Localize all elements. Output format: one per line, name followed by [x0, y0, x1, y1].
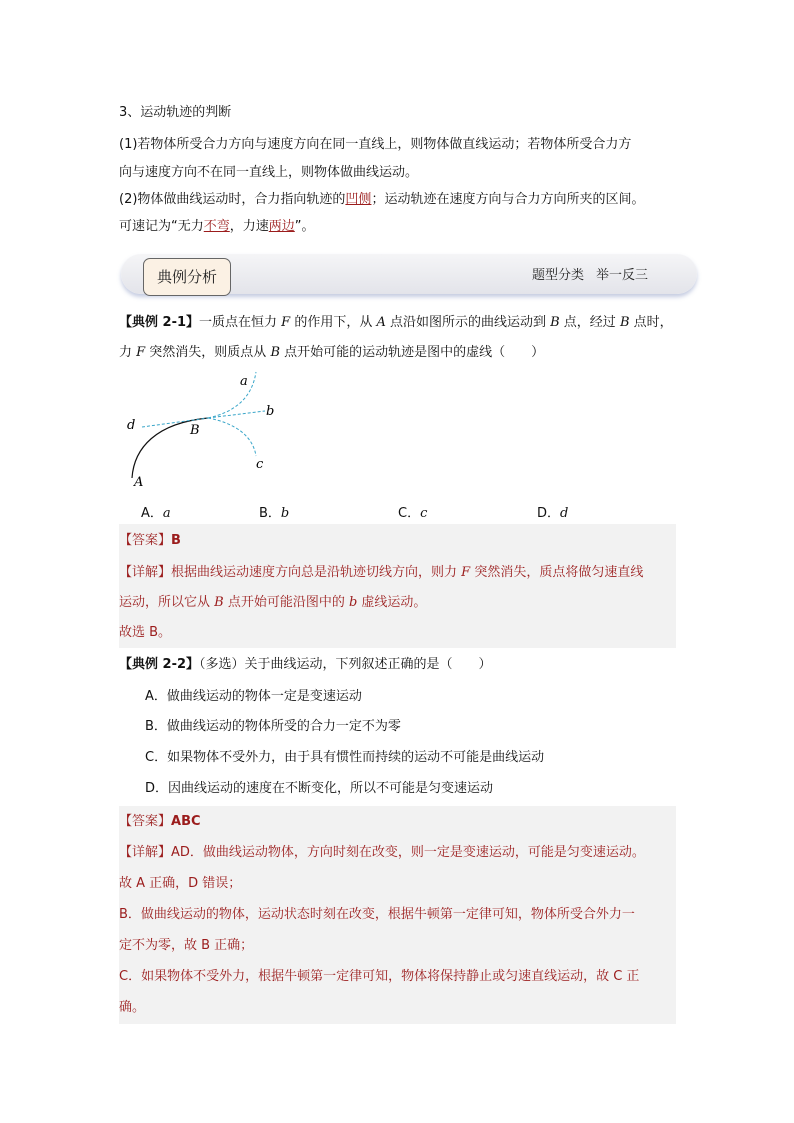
example1-detail-line-3: 故选 B。 — [119, 625, 172, 640]
example2-question — [119, 656, 492, 674]
answer-value: B — [171, 533, 181, 548]
paragraph-2-line-2 — [119, 218, 315, 236]
dashed-line-c — [208, 418, 256, 456]
detail-text: 突然消失，质点将做匀速直线 — [470, 565, 644, 580]
example1-option-d[interactable] — [537, 502, 568, 521]
q-text: （多选）关于曲线运动，下列叙述正确的是（ ） — [199, 657, 492, 672]
banner-label-classify: 题型分类 — [532, 268, 585, 283]
figure-label-point-A: A — [134, 475, 144, 490]
q-text: 点沿如图所示的曲线运动到 — [385, 315, 551, 330]
answer-label: 【答案】 — [119, 814, 172, 829]
example1-detail-line-1 — [119, 564, 643, 582]
trajectory-figure — [120, 368, 290, 490]
example2-detail-line-5: C．如果物体不受外力，根据牛顿第一定律可知，物体将保持静止或匀速直线运动，故 C 正 — [119, 969, 640, 984]
p2-text: ”。 — [294, 219, 315, 234]
dashed-line-a — [208, 372, 256, 418]
q-var: B — [550, 315, 560, 330]
option-value: b — [280, 506, 290, 521]
q-var: F — [136, 345, 146, 360]
example1-question-line-1 — [119, 314, 673, 332]
q-text: 点开始可能的运动轨迹是图中的虚线（ ） — [280, 345, 545, 360]
p2-emphasis-twosides: 两边 — [268, 219, 295, 234]
example2-detail-line-2: 故 A 正确，D 错误； — [119, 876, 242, 891]
option-key: B． — [259, 506, 281, 521]
p2-emphasis-nobend: 不弯 — [203, 219, 230, 234]
figure-label-d: d — [127, 418, 136, 433]
option-key: A． — [141, 506, 163, 521]
detail-var: b — [348, 595, 358, 610]
example2-detail-line-4: 定不为零，故 B 正确； — [119, 938, 254, 953]
example1-detail-line-2 — [119, 594, 426, 612]
option-key: C． — [398, 506, 421, 521]
example1-label: 【典例 2-1】 — [119, 315, 200, 330]
answer-value: ABC — [171, 814, 201, 829]
section-heading: 3、运动轨迹的判断 — [119, 105, 232, 120]
dashed-line-b — [208, 411, 265, 418]
example1-option-a[interactable] — [141, 502, 171, 521]
detail-text: 虚线运动。 — [357, 595, 427, 610]
figure-label-c: c — [256, 457, 264, 472]
example2-option-c[interactable]: C．如果物体不受外力，由于具有惯性而持续的运动不可能是曲线运动 — [145, 750, 545, 765]
example1-option-c[interactable] — [398, 502, 427, 521]
detail-text: AD．做曲线运动物体，方向时刻在改变，则一定是变速运动，可能是匀变速运动。 — [171, 845, 645, 860]
option-value: a — [162, 506, 171, 521]
paragraph-1-line-1: (1)若物体所受合力方向与速度方向在同一直线上，则物体做直线运动；若物体所受合力方 — [119, 137, 632, 152]
option-key: D． — [537, 506, 561, 521]
detail-label: 【详解】 — [119, 565, 172, 580]
detail-text: 点开始可能沿图中的 — [223, 595, 349, 610]
option-value: c — [420, 506, 428, 521]
detail-text: 运动，所以它从 — [119, 595, 215, 610]
example1-question-line-2 — [119, 344, 544, 362]
example2-answer — [119, 813, 201, 831]
example2-detail-line-3: B．做曲线运动的物体，运动状态时刻在改变，根据牛顿第一定律可知，物体所受合外力一 — [119, 907, 635, 922]
detail-var: F — [461, 565, 471, 580]
detail-label: 【详解】 — [119, 845, 172, 860]
p2-text: ，力速 — [229, 219, 269, 234]
q-text: 力 — [119, 345, 137, 360]
example2-option-b[interactable]: B．做曲线运动的物体所受的合力一定不为零 — [145, 719, 401, 734]
paragraph-1-line-2: 向与速度方向不在同一直线上，则物体做曲线运动。 — [119, 165, 419, 180]
q-text: 一质点在恒力 — [199, 315, 282, 330]
figure-label-b: b — [266, 404, 275, 419]
paragraph-2-line-1 — [119, 191, 644, 209]
figure-label-point-B: B — [190, 423, 200, 438]
p2-text: 可速记为“无力 — [119, 219, 204, 234]
example1-answer — [119, 532, 181, 550]
example1-answer-box — [119, 524, 676, 648]
q-var: B — [270, 345, 280, 360]
example2-detail-line-6: 确。 — [119, 1000, 146, 1015]
p2-text: ；运动轨迹在速度方向与合力方向所夹的区间。 — [371, 192, 645, 207]
answer-label: 【答案】 — [119, 533, 172, 548]
q-text: 突然消失，则质点从 — [145, 345, 271, 360]
banner-tab-title: 典例分析 — [143, 258, 231, 296]
q-var: B — [619, 315, 630, 330]
q-text: 点，经过 — [559, 315, 620, 330]
banner-right-labels — [532, 264, 660, 283]
q-text: 的作用下，从 — [290, 315, 377, 330]
figure-label-a: a — [240, 374, 248, 389]
example2-option-d[interactable]: D．因曲线运动的速度在不断变化，所以不可能是匀变速运动 — [145, 781, 494, 796]
detail-var: B — [214, 595, 224, 610]
example2-option-a[interactable]: A．做曲线运动的物体一定是变速运动 — [145, 689, 362, 704]
p2-text: (2)物体做曲线运动时，合力指向轨迹的 — [119, 192, 346, 207]
q-var: F — [281, 315, 291, 330]
example2-detail-line-1 — [119, 844, 645, 862]
q-var: A — [376, 315, 386, 330]
option-value: d — [560, 506, 569, 521]
example2-label: 【典例 2-2】 — [119, 657, 200, 672]
detail-text: 根据曲线运动速度方向总是沿轨迹切线方向，则力 — [171, 565, 462, 580]
p2-emphasis-concave: 凹侧 — [345, 192, 372, 207]
q-text: 点时， — [629, 315, 673, 330]
example1-option-b[interactable] — [259, 502, 289, 521]
banner-label-practice: 举一反三 — [596, 268, 649, 283]
